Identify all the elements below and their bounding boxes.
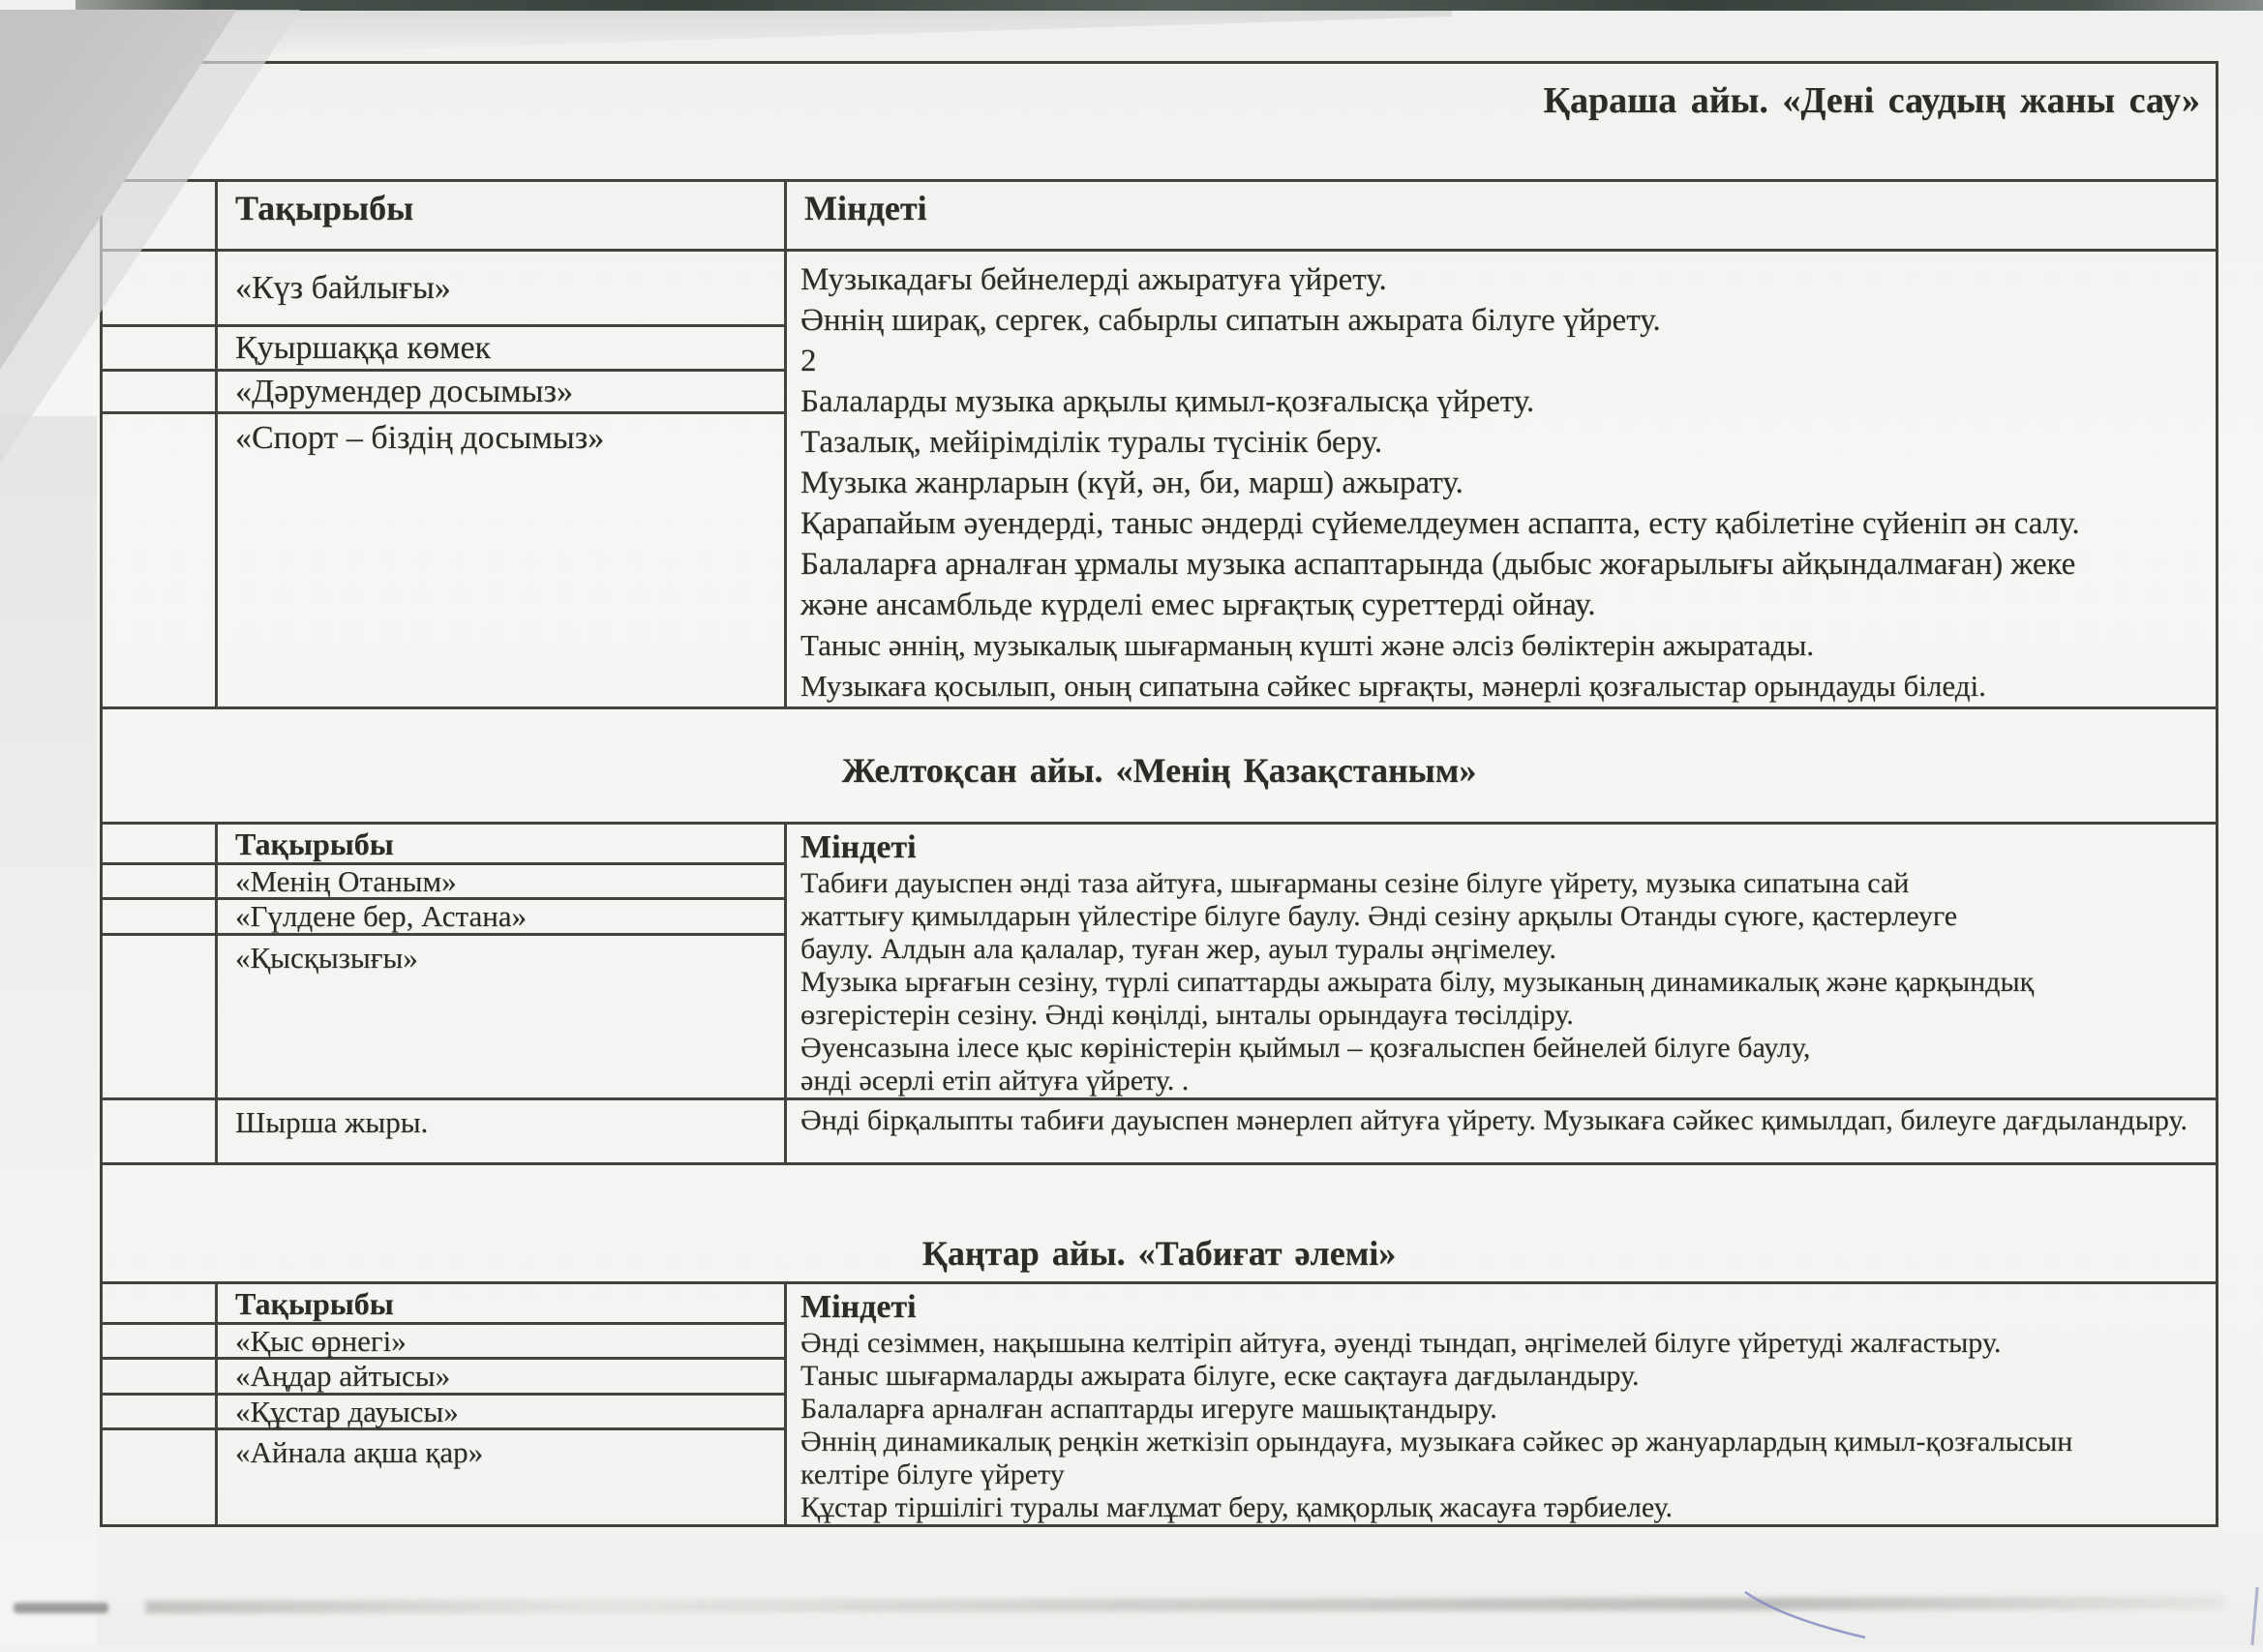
task-line: Әуенсазына ілесе қыс көріністерін қыймыл – қозғалыспен бейнелей білуге баулу, [800, 1032, 1811, 1064]
task-line: Балаларға арналған ұрмалы музыка аспаптарында (дыбыс жоғарылығы айқындалмаған) жеке [800, 547, 2076, 582]
task-line: Музыкадағы бейнелерді ажыратуға үйрету. [800, 262, 1387, 297]
document-box [100, 61, 2218, 1523]
task-line: Құстар тіршілігі туралы мағлұмат беру, қамқорлық жасауға тәрбиелеу. [800, 1491, 1673, 1523]
tasks-cell [786, 251, 2218, 708]
number-cell [102, 413, 217, 708]
number-cell [102, 1429, 217, 1526]
task-line: Музыка ырғағын сезіну, түрлі сипаттарды ажырата білу, музыканың динамикалық және қарқындық [800, 966, 2035, 998]
number-cell [102, 864, 217, 899]
task-line: Балаларға арналған аспаптарды игеруге машықтандыру. [800, 1393, 1497, 1425]
number-cell [102, 1099, 217, 1164]
topic-cell: «Қыс өрнегі» [217, 1324, 786, 1359]
table-row [102, 1283, 2218, 1324]
task-line: Әннің ширақ, сергек, сабырлы сипатын ажырата білуге үйрету. [800, 303, 1661, 338]
task-line: Балаларды музыка арқылы қимыл-қозғалысқа үйрету. [800, 384, 1535, 419]
task-line: Таныс әннің, музыкалық шығарманың күшті және әлсіз бөліктерін ажыратады. [800, 628, 1815, 662]
task-line: және ансамбльде күрделі емес ырғақтық суреттерді ойнау. [800, 587, 1596, 622]
topic-cell: «Дәрумендер досымыз» [217, 371, 786, 413]
topic-cell: Шырша жыры. [217, 1099, 786, 1164]
column-header-topic: Тақырыбы [217, 1283, 786, 1324]
pen-tick-right [2250, 1587, 2258, 1645]
number-cell [102, 1283, 217, 1324]
number-cell [102, 1359, 217, 1394]
task-line: Қарапайым әуендерді, таныс әндерді сүйемелдеумен аспапта, есту қабілетіне сүйеніп ән салу. [800, 506, 2080, 541]
number-cell [102, 1394, 217, 1428]
bottom-left-smudge [14, 1603, 108, 1613]
column-header-topic: Тақырыбы [217, 824, 786, 864]
number-cell [102, 1324, 217, 1359]
topic-cell: «Қысқызығы» [217, 934, 786, 1098]
task-line: Әнді бірқалыпты табиғи дауыспен мәнерлеп айтуға үйрету. Музыкаға сәйкес қимылдап, билеуге дағдыландыру. [800, 1104, 2188, 1136]
number-cell [102, 326, 217, 371]
task-line: 2 [800, 344, 817, 378]
column-header-task: Міндеті [786, 181, 2218, 251]
table-january [100, 1281, 2218, 1527]
section-heading-december: Желтоқсан айы. «Менің Қазақстаным» [841, 751, 1477, 790]
number-cell [102, 899, 217, 934]
column-header-task: Міндеті [800, 829, 917, 865]
task-line: өзгерістерін сезіну. Әнді көңілді, ынталы орындауға төсілдіру. [800, 999, 1574, 1031]
number-cell [102, 934, 217, 1098]
topic-cell: «Гүлдене бер, Астана» [217, 899, 786, 934]
task-line: жаттығу қимылдарын үйлестіре білуге баулу. Әнді сезіну арқылы Отанды сүюге, қастерлеуге [800, 900, 1958, 932]
table-row [102, 181, 2218, 251]
left-margin-shade [0, 416, 97, 1645]
table-row [102, 1099, 2218, 1164]
topic-cell: Қуыршаққа көмек [217, 326, 786, 371]
column-header-task: Міндеті [800, 1289, 917, 1325]
column-header-topic: Тақырыбы [217, 181, 786, 251]
number-cell [102, 824, 217, 864]
topic-cell: «Айнала ақша қар» [217, 1429, 786, 1526]
topic-cell: «Спорт – біздің досымыз» [217, 413, 786, 708]
section-heading-band [100, 709, 2218, 822]
section-heading-band [100, 1165, 2218, 1281]
tasks-cell [786, 1099, 2218, 1164]
task-line: Табиғи дауыспен әнді таза айтуға, шығарманы сезіне білуге үйрету, музыка сипатына сай [800, 867, 1910, 899]
table-december [100, 822, 2218, 1165]
section-heading-january: Қаңтар айы. «Табиғат әлемі» [921, 1234, 1397, 1273]
scanner-edge-top [75, 0, 2263, 11]
table-row [102, 251, 2218, 326]
topic-cell: «Күз байлығы» [217, 251, 786, 326]
tasks-cell [786, 824, 2218, 1099]
topic-cell: «Аңдар айтысы» [217, 1359, 786, 1394]
task-line: Музыка жанрларын (күй, ән, би, марш) ажырату. [800, 466, 1463, 500]
task-line: Музыкаға қосылып, оның сипатына сәйкес ырғақты, мәнерлі қозғалыстар орындауды біледі. [800, 669, 1986, 703]
task-line: Тазалық, мейірімділік туралы түсінік беру. [800, 425, 1383, 460]
page-title: Қараша айы. «Дені саудың жаны сау» [1543, 80, 2200, 121]
task-line: Әнді сезіммен, нақышына келтіріп айтуға, әуенді тындап, әңгімелей білуге үйретуді жалғастыру. [800, 1327, 2002, 1359]
task-line: Әннің динамикалық реңкін жеткізіп орындауға, музыкаға сәйкес әр жануарлардың қимыл-қозғалысын [800, 1426, 2073, 1457]
topic-cell: «Құстар дауысы» [217, 1394, 786, 1428]
topic-cell: «Менің Отаным» [217, 864, 786, 899]
task-line: баулу. Алдын ала қалалар, туған жер, ауыл туралы әңгімелеу. [800, 933, 1556, 965]
number-cell [102, 371, 217, 413]
table-row [102, 824, 2218, 864]
task-line: әнді әсерлі етіп айтуға үйрету. . [800, 1065, 1190, 1096]
tasks-cell [786, 1283, 2218, 1526]
title-band [100, 61, 2218, 179]
table-november [100, 179, 2218, 709]
pen-mark [1718, 1589, 1921, 1652]
task-line: Таныс шығармаларды ажырата білуге, еске сақтауға дағдыландыру. [800, 1360, 1640, 1392]
task-line: келтіре білуге үйрету [800, 1458, 1065, 1490]
